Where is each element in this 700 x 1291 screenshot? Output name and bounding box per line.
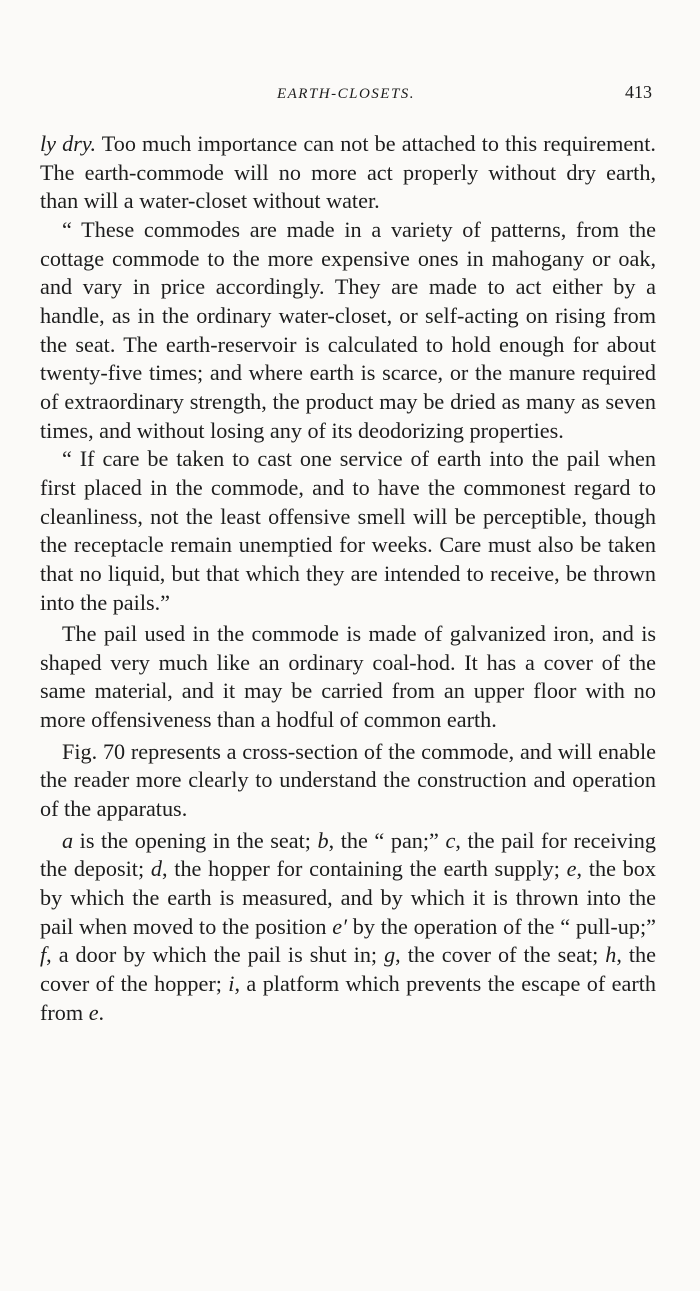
italic-phrase: ly dry. [40,131,97,156]
paragraph-text: Too much importance can not be attached to this requirement. The earth-commode will no more act properly without dry earth, than will a water-closet without water. [40,131,656,214]
paragraph-pail: The pail used in the commode is made of galvanized iron, and is shaped very much like an ordinary coal-hod. It has a cover of the same material, and it may be carried from an upper floor with no more offensiveness than a hodful of common earth. [40,621,656,733]
body-text [40,130,656,1027]
legend-letter-d: d [150,856,162,882]
legend-text: , the cover of the hopper; [40,942,656,997]
legend-letter-g: g [384,942,396,968]
legend-text: , the box by which the earth is measured, and by which it is thrown into the pail when moved to the position [40,856,656,939]
running-head [40,82,652,108]
legend-letter-h: h [605,942,617,968]
legend-letter-e: e [566,856,577,882]
running-title: EARTH-CLOSETS. [276,86,416,102]
legend-text: , the “ pan;” [328,827,446,853]
legend-letter-e-prime: e′ [332,913,347,939]
legend-letter-b: b [317,827,329,853]
legend-text: , the hopper for containing the earth supply; [161,856,567,882]
legend-text: . [98,999,105,1025]
legend-letter-i: i [228,971,235,997]
page-number: 413 [625,82,652,102]
legend-text: , the pail for receiving the deposit; [40,827,656,882]
legend-letter-f: f [40,942,47,968]
paragraph-care: “ If care be taken to cast one service of earth into the pail when first placed in the commode, and to have the commonest regard to cleanliness, not the least offensive smell will be perceptible, though the receptacle remain unemptied for weeks. Care must also be taken that no liquid, but that which they are intended to receive, be thrown into the pails.” [40,446,656,615]
legend-text: , a door by which the pail is shut in; [46,942,385,968]
paragraph-figure-reference: Fig. 70 represents a cross-section of the commode, and will enable the reader more clearly to understand the construction and operation of the apparatus. [40,738,656,822]
paragraph-continuation [40,130,656,216]
legend-letter-c: c [445,827,456,853]
legend-letter-a: a [62,827,74,853]
legend-letter-e-end: e [88,999,99,1025]
paragraph-figure-legend [40,827,656,1028]
legend-text: , the cover of the seat; [395,942,606,968]
legend-text: is the opening in the seat; [73,827,318,853]
legend-text: , a platform which prevents the escape of earth from [40,971,657,1025]
paragraph-commodes: “ These commodes are made in a variety of patterns, from the cottage commode to the more expensive ones in mahogany or oak, and vary in price accordingly. They are made to act either by a handle, as in the ordinary water-closet, or self-acting on rising from the seat. The earth-reservoir is calculated to hold enough for about twenty-five times; and where earth is scarce, or the manure required of extraordinary strength, the product may be dried as many as seven times, and without losing any of its deodorizing properties. [40,216,656,443]
legend-text: by the operation of the “ pull-up;” [346,913,657,939]
